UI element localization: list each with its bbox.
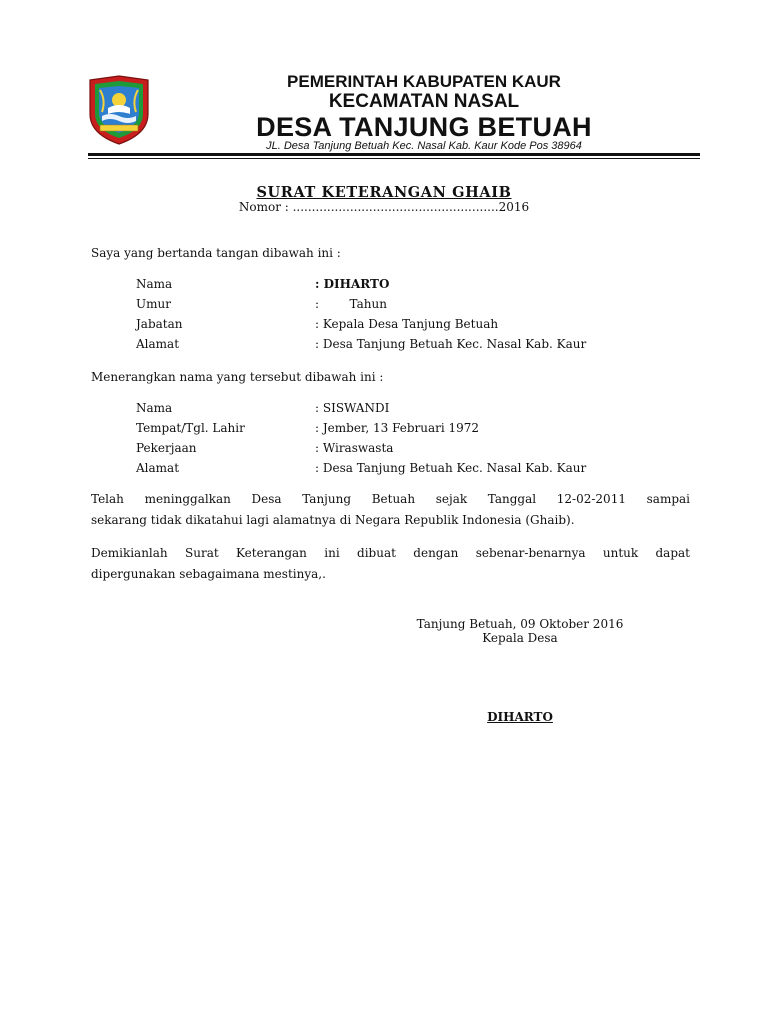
signer-value: : DIHARTO (315, 277, 390, 291)
subject-value: : Jember, 13 Februari 1972 (315, 421, 480, 435)
closing-line: dipergunakan sebagaimana mestinya,. (91, 567, 326, 581)
signer-value: : Tahun (315, 297, 387, 311)
closing-line: Demikianlah Surat Keterangan ini dibuat dengan sebenar-benarnya untuk dapat (91, 546, 690, 560)
letter-title: SURAT KETERANGAN GHAIB (256, 184, 512, 201)
signer-value: : Kepala Desa Tanjung Betuah (315, 317, 499, 331)
subject-label: Nama (136, 401, 173, 415)
signer-value: : Desa Tanjung Betuah Kec. Nasal Kab. Kaur (315, 337, 587, 351)
signer-label: Nama (136, 277, 173, 291)
header-district: KECAMATAN NASAL (328, 91, 520, 112)
header-address: JL. Desa Tanjung Betuah Kec. Nasal Kab. Kaur Kode Pos 38964 (266, 140, 582, 152)
statement-line: Telah meninggalkan Desa Tanjung Betuah sejak Tanggal 12-02-2011 sampai (91, 492, 690, 506)
header-village: DESA TANJUNG BETUAH (256, 112, 592, 142)
header-government: PEMERINTAH KABUPATEN KAUR (287, 72, 561, 91)
subject-label: Pekerjaan (136, 441, 197, 455)
subject-label: Tempat/Tgl. Lahir (136, 421, 245, 435)
kaur-regency-emblem-icon (86, 74, 152, 146)
subject-intro-text: Menerangkan nama yang tersebut dibawah ini : (91, 370, 384, 384)
statement-line: sekarang tidak dikatahui lagi alamatnya di Negara Republik Indonesia (Ghaib). (91, 513, 575, 527)
subject-value: : Wiraswasta (315, 441, 394, 455)
intro-text: Saya yang bertanda tangan dibawah ini : (91, 246, 341, 260)
signer-label: Alamat (136, 337, 180, 351)
header-divider-thin (88, 158, 700, 159)
signer-position: Kepala Desa (482, 631, 558, 645)
place-date: Tanjung Betuah, 09 Oktober 2016 (416, 617, 624, 631)
signer-label: Jabatan (136, 317, 183, 331)
subject-label: Alamat (136, 461, 180, 475)
signatory-name: DIHARTO (487, 710, 553, 724)
subject-value: : Desa Tanjung Betuah Kec. Nasal Kab. Kaur (315, 461, 587, 475)
subject-value: : SISWANDI (315, 401, 390, 415)
header-divider-thick (88, 153, 700, 156)
letter-number: Nomor : ......................................................2016 (238, 200, 530, 214)
signer-label: Umur (136, 297, 171, 311)
